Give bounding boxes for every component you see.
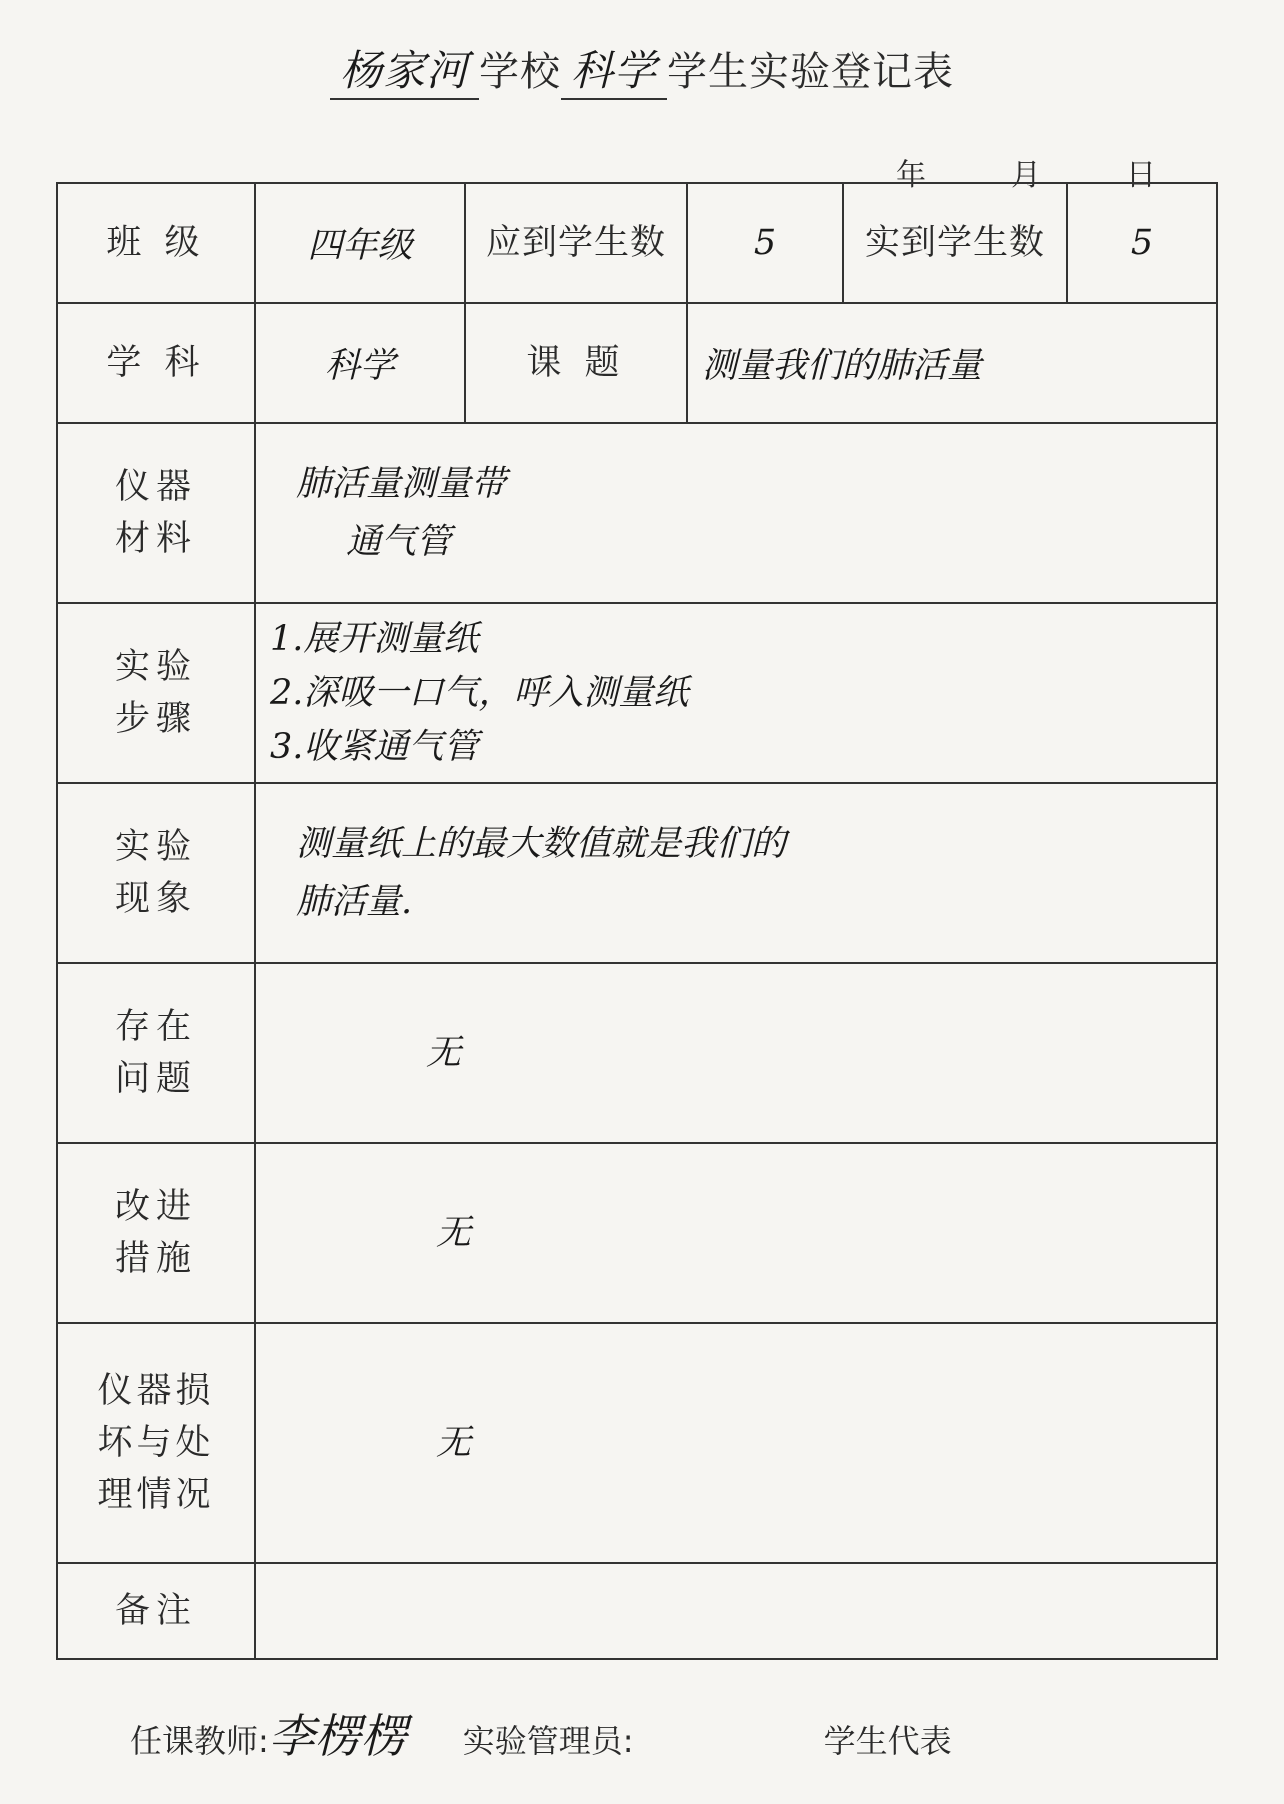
phenomenon-label-line2: 现象 [114,879,197,919]
register-table [56,182,1218,1660]
expected-count-label: 应到学生数 [465,183,687,303]
improvements-row [57,1143,1217,1323]
actual-count-value: 5 [1067,183,1217,303]
expected-count-value: 5 [687,183,843,303]
form-name: 学生实验登记表 [667,49,955,95]
problems-value: 无 [255,963,1217,1143]
class-label: 班 级 [57,183,255,303]
school-suffix: 学校 [479,49,561,95]
instruments-label [57,423,255,603]
topic-label: 课 题 [465,303,687,423]
damage-label [57,1323,255,1563]
topic-value: 测量我们的肺活量 [687,303,1217,423]
damage-label-line3: 理情况 [97,1475,215,1515]
steps-row [57,603,1217,783]
remarks-value [255,1563,1217,1659]
subject-label: 学 科 [57,303,255,423]
school-name: 杨家河 [330,38,479,100]
class-value: 四年级 [255,183,465,303]
phenomenon-label [57,783,255,963]
student-rep-label: 学生代表 [823,1722,952,1760]
improvements-value: 无 [255,1143,1217,1323]
step-item: 2.深吸一口气，呼入测量纸 [270,673,689,713]
phenomenon-line: 肺活量. [296,882,413,922]
improvements-label [57,1143,255,1323]
problems-row [57,963,1217,1143]
subject-value: 科学 [255,303,465,423]
teacher-signature: 李楞楞 [268,1709,407,1763]
problems-label-line1: 存在 [114,1007,197,1047]
phenomenon-label-line1: 实验 [114,827,197,867]
damage-value: 无 [255,1323,1217,1563]
instruments-row [57,423,1217,603]
steps-label-line2: 步骤 [114,699,197,739]
improvements-label-line1: 改进 [114,1187,197,1227]
instruments-label-line2: 材料 [114,519,197,559]
date-month: 月 [1011,158,1041,193]
remarks-row [57,1563,1217,1659]
steps-label-line1: 实验 [114,647,197,687]
damage-label-line1: 仪器损 [97,1371,215,1411]
instruments-value [255,423,1217,603]
actual-count-label: 实到学生数 [843,183,1067,303]
instruments-label-line1: 仪器 [114,467,197,507]
instrument-item: 通气管 [346,522,452,562]
signature-footer [130,1700,1150,1766]
admin-label: 实验管理员: [462,1722,634,1760]
problems-label-line2: 问题 [114,1059,197,1099]
improvements-label-line2: 措施 [114,1239,197,1279]
teacher-label: 任课教师: [130,1722,269,1760]
subject-row [57,303,1217,423]
steps-value [255,603,1217,783]
form-title [0,38,1284,100]
instrument-item: 肺活量测量带 [296,464,507,504]
steps-label [57,603,255,783]
date-day: 日 [1126,158,1156,193]
remarks-label: 备注 [57,1563,255,1659]
subject-fill: 科学 [561,38,667,100]
class-row [57,183,1217,303]
step-item: 1.展开测量纸 [270,619,479,659]
phenomenon-line: 测量纸上的最大数值就是我们的 [296,824,787,864]
date-year: 年 [896,158,926,193]
phenomenon-row [57,783,1217,963]
step-item: 3.收紧通气管 [270,727,479,767]
problems-label [57,963,255,1143]
damage-row [57,1323,1217,1563]
phenomenon-value [255,783,1217,963]
damage-label-line2: 坏与处 [97,1423,215,1463]
